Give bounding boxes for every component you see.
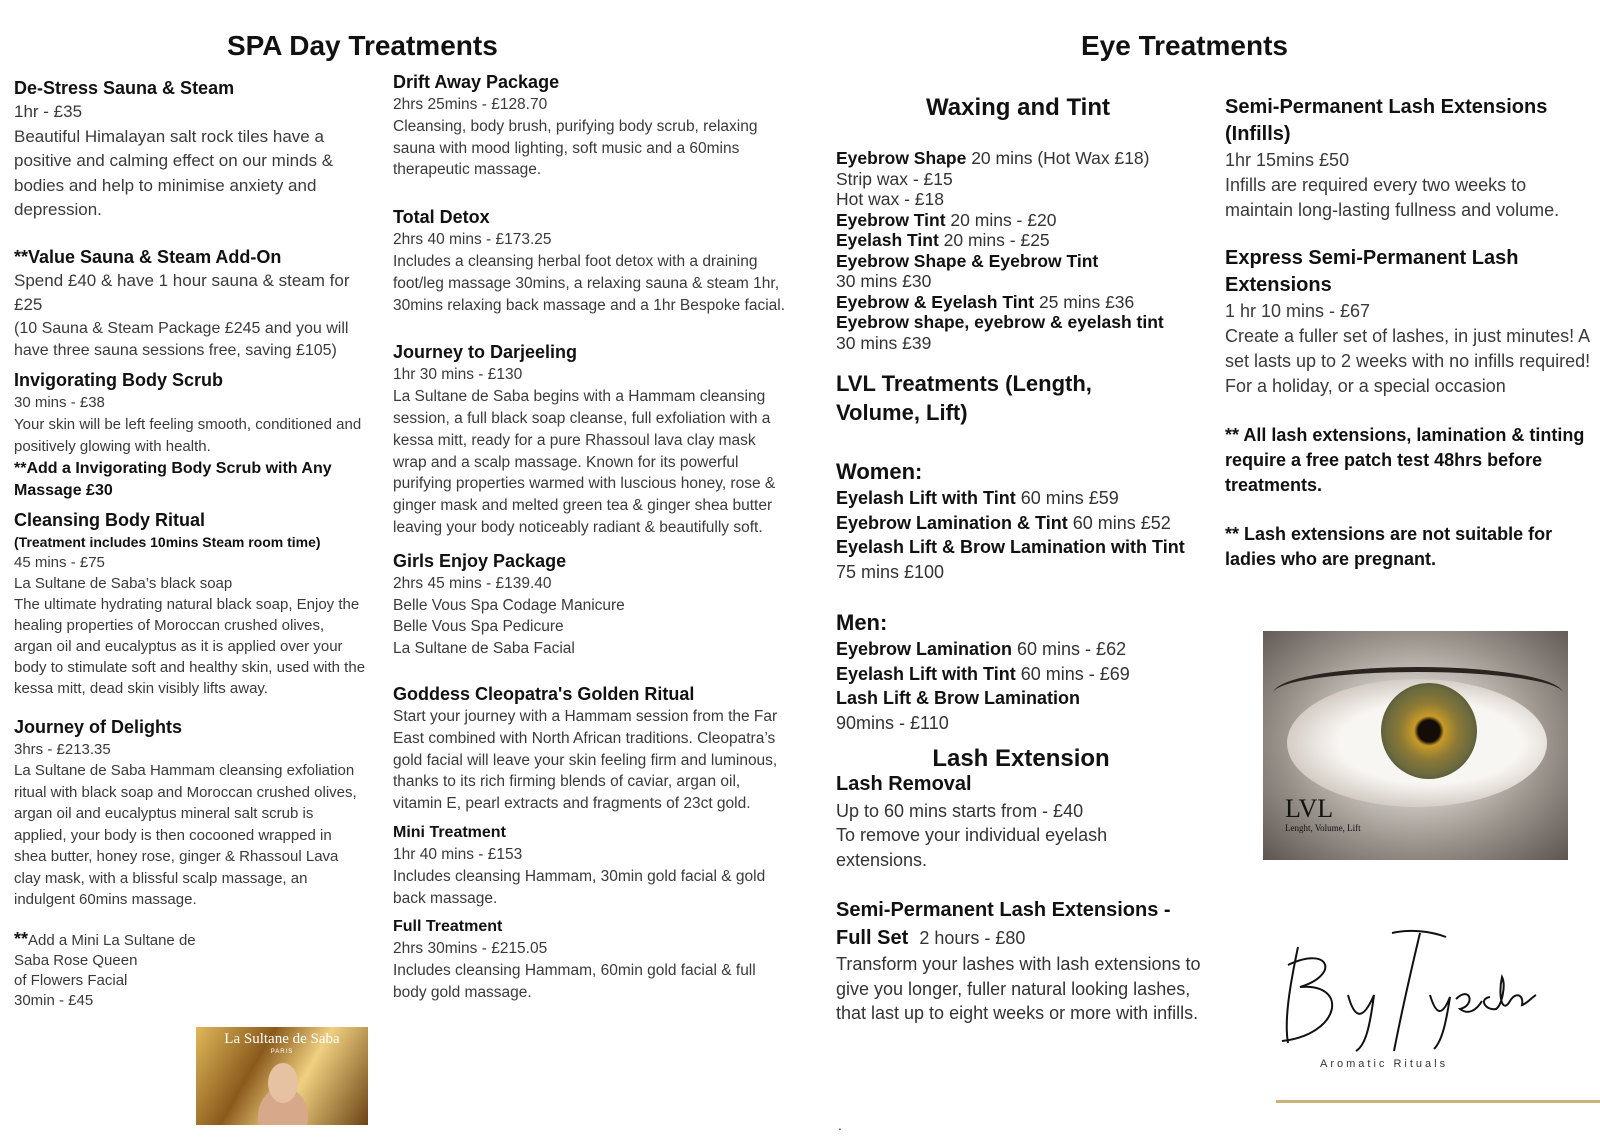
drift-desc: Cleansing, body brush, purifying body scrub, relaxing sauna with mood lighting, soft music and a 60mins therapeutic massage. bbox=[393, 117, 758, 179]
full-set-title: Semi-Permanent Lash Extensions - Full Set bbox=[836, 899, 1171, 949]
detox-title: Total Detox bbox=[393, 207, 490, 228]
waxing-item: Eyebrow Shape 20 mins (Hot Wax £18) bbox=[836, 148, 1150, 168]
iris-shape bbox=[1381, 683, 1477, 779]
lash-removal-price: Up to 60 mins starts from - £40 bbox=[836, 800, 1084, 821]
mini-addon-stars: ** bbox=[14, 928, 29, 949]
lash-removal-title: Lash Removal bbox=[836, 772, 972, 795]
waxing-item: Hot wax - £18 bbox=[836, 189, 944, 209]
men-item: Lash Lift & Brow Lamination bbox=[836, 688, 1081, 708]
model-face bbox=[268, 1063, 298, 1103]
waxing-item: Eyebrow Shape & Eyebrow Tint bbox=[836, 250, 1099, 271]
infills-price: 1hr 15mins £50 bbox=[1225, 150, 1350, 170]
brand-tagline: Aromatic Rituals bbox=[1320, 1058, 1449, 1070]
cleansing-section bbox=[14, 508, 366, 699]
mini-treatment-desc: Includes cleansing Hammam, 30min gold facial & gold back massage. bbox=[393, 867, 766, 907]
full-treatment-title: Full Treatment bbox=[393, 918, 503, 936]
mini-addon-section bbox=[14, 927, 204, 1011]
men-label: Men: bbox=[836, 610, 888, 635]
cleansing-note: (Treatment includes 10mins Steam room time) bbox=[14, 533, 321, 550]
darjeeling-section bbox=[393, 340, 788, 538]
body-scrub-price: 30 mins - £38 bbox=[14, 393, 105, 411]
mini-treatment-price: 1hr 40 mins - £153 bbox=[393, 845, 523, 863]
girls-title: Girls Enjoy Package bbox=[393, 550, 567, 571]
lvl-heading: LVL Treatments (Length, Volume, Lift) bbox=[836, 371, 1092, 425]
sultane-city: PARIS bbox=[270, 1049, 294, 1055]
express-desc: Create a fuller set of lashes, in just minutes! A set lasts up to 2 weeks with no infills required! For a holiday, or a special occasion bbox=[1225, 326, 1591, 396]
patch-test-note: ** All lash extensions, lamination & tinting require a free patch test 48hrs before treatments. bbox=[1225, 425, 1585, 495]
value-addon-note: (10 Sauna & Steam Package £245 and you will have three sauna sessions free, saving £105) bbox=[14, 319, 349, 359]
delights-title: Journey of Delights bbox=[14, 716, 183, 737]
detox-desc: Includes a cleansing herbal foot detox with a draining foot/leg massage 30mins, a relaxing sauna & steam 1hr, 30mins relaxing back massage and a 1hr Bespoke facial. bbox=[393, 252, 786, 314]
delights-section bbox=[14, 715, 366, 911]
infills-title: Semi-Permanent Lash Extensions (Infills) bbox=[1225, 96, 1548, 145]
lash-removal-section bbox=[836, 770, 1206, 873]
drift-price: 2hrs 25mins - £128.70 bbox=[393, 96, 548, 113]
spa-heading: SPA Day Treatments bbox=[227, 30, 498, 61]
women-list bbox=[836, 486, 1206, 584]
destress-price: 1hr - £35 bbox=[14, 102, 83, 121]
cleansing-desc: The ultimate hydrating natural black soap, Enjoy the healing properties of Moroccan crushed olives, argan oil and eucalyptus as it is applied over your body to stimulate soft and healthy skin, used with the kessa mitt, dead skin visibly lifts away. bbox=[14, 595, 366, 697]
spa-column-2 bbox=[393, 70, 788, 1004]
detox-section bbox=[393, 205, 788, 316]
waxing-item: Eyelash Tint 20 mins - £25 bbox=[836, 230, 1050, 250]
mini-treatment-section bbox=[393, 822, 788, 909]
full-treatment-desc: Includes cleansing Hammam, 60min gold facial & full body gold massage. bbox=[393, 962, 756, 1001]
men-item: Eyelash Lift with Tint 60 mins - £69 bbox=[836, 663, 1130, 684]
women-label: Women: bbox=[836, 459, 923, 484]
waxing-item: Eyebrow & Eyelash Tint 25 mins £36 bbox=[836, 291, 1135, 312]
girls-item: Belle Vous Spa Codage Manicure bbox=[393, 596, 625, 614]
mini-addon-price: 30min - £45 bbox=[14, 991, 94, 1009]
men-list bbox=[836, 637, 1206, 735]
spa-column-1 bbox=[14, 76, 366, 1011]
waxing-item: Strip wax - £15 bbox=[836, 168, 953, 189]
destress-desc: Beautiful Himalayan salt rock tiles have a positive and calming effect on our minds & bodies and help to minimise anxiety and depression. bbox=[14, 126, 334, 219]
pregnancy-note: ** Lash extensions are not suitable for ladies who are pregnant. bbox=[1225, 524, 1553, 569]
lash-removal-desc: To remove your individual eyelash extensions. bbox=[836, 825, 1108, 870]
infills-desc: Infills are required every two weeks to maintain long-lasting fullness and volume. bbox=[1225, 175, 1560, 220]
detox-price: 2hrs 40 mins - £173.25 bbox=[393, 231, 552, 249]
darjeeling-title: Journey to Darjeeling bbox=[393, 342, 578, 363]
waxing-item: 30 mins £39 bbox=[836, 332, 932, 353]
waxing-heading: Waxing and Tint bbox=[926, 94, 1110, 121]
girls-section bbox=[393, 549, 788, 660]
delights-desc: La Sultane de Saba Hammam cleansing exfoliation ritual with black soap and Moroccan crushed olives, argan oil and eucalyptus mineral salt scrub is applied, your body is then cocooned wrapped in shea butter, honey rose, ginger & Rhassoul Lava clay mask, with a blissful scalp massage, an indulgent 60mins massage. bbox=[14, 762, 357, 908]
drift-title: Drift Away Package bbox=[393, 72, 560, 92]
body-scrub-desc: Your skin will be left feeling smooth, conditioned and positively glowing with health. bbox=[14, 415, 362, 455]
express-section bbox=[1225, 245, 1595, 399]
lash-ext-heading: Lash Extension bbox=[932, 745, 1110, 772]
body-scrub-addon: **Add a Invigorating Body Scrub with Any Massage £30 bbox=[14, 459, 332, 499]
full-set-section bbox=[836, 896, 1206, 1026]
waxing-list bbox=[836, 148, 1206, 353]
mini-addon-line3: of Flowers Facial bbox=[14, 971, 128, 989]
value-addon-desc: Spend £40 & have 1 hour sauna & steam for £25 bbox=[14, 270, 350, 314]
delights-price: 3hrs - £213.35 bbox=[14, 740, 111, 758]
mini-treatment-title: Mini Treatment bbox=[393, 823, 506, 841]
value-addon-section bbox=[14, 245, 366, 362]
women-item: Eyebrow Lamination & Tint 60 mins £52 bbox=[836, 512, 1171, 533]
express-title: Express Semi-Permanent Lash Extensions bbox=[1225, 247, 1519, 296]
body-scrub-section bbox=[14, 368, 366, 502]
body-scrub-title: Invigorating Body Scrub bbox=[14, 369, 224, 390]
mini-addon-line2: Saba Rose Queen bbox=[14, 951, 138, 969]
destress-title: De-Stress Sauna & Steam bbox=[14, 78, 235, 98]
waxing-item: Eyebrow shape, eyebrow & eyelash tint bbox=[836, 312, 1164, 332]
infills-section bbox=[1225, 94, 1595, 223]
cleansing-price: 45 mins - £75 bbox=[14, 553, 105, 571]
cleopatra-desc: Start your journey with a Hammam session from the Far East combined with North African traditions. Cleopatra’s gold facial will leave your skin feeling firm and luminous, thanks to its rich firming blends of caviar, argan oil, vitamin E, pearl extracts and fragments of 23ct gold. bbox=[393, 707, 778, 813]
waxing-item: 30 mins £30 bbox=[836, 271, 932, 291]
lvl-caption: Lenght, Volume, Lift bbox=[1285, 823, 1361, 833]
eye-heading: Eye Treatments bbox=[1081, 30, 1288, 61]
eye-photo bbox=[1263, 631, 1568, 860]
destress-section bbox=[14, 76, 366, 223]
by-iyesha-signature bbox=[1270, 925, 1540, 1055]
cleansing-line: La Sultane de Saba’s black soap bbox=[14, 574, 233, 592]
men-item: Eyebrow Lamination 60 mins - £62 bbox=[836, 639, 1127, 659]
lvl-mark-text: LVL bbox=[1285, 794, 1334, 823]
trailing-dot: . bbox=[838, 1117, 842, 1133]
full-treatment-price: 2hrs 30mins - £215.05 bbox=[393, 940, 548, 958]
men-last-price: 90mins - £110 bbox=[836, 712, 949, 733]
waxing-item: Eyebrow Tint 20 mins - £20 bbox=[836, 209, 1057, 230]
women-item: Eyelash Lift with Tint 60 mins £59 bbox=[836, 488, 1119, 508]
girls-item: Belle Vous Spa Pedicure bbox=[393, 618, 564, 636]
mini-addon-text: Add a Mini La Sultane de bbox=[28, 931, 196, 949]
girls-item: La Sultane de Saba Facial bbox=[393, 640, 575, 658]
cleopatra-title: Goddess Cleopatra's Golden Ritual bbox=[393, 683, 695, 704]
darjeeling-price: 1hr 30 mins - £130 bbox=[393, 366, 523, 384]
sultane-product-image bbox=[196, 1027, 368, 1125]
eye-column-1 bbox=[836, 148, 1206, 1026]
full-set-price: 2 hours - £80 bbox=[919, 928, 1026, 948]
full-treatment-section bbox=[393, 916, 788, 1003]
cleopatra-section bbox=[393, 682, 788, 815]
express-price: 1 hr 10 mins - £67 bbox=[1225, 301, 1371, 321]
value-addon-title: **Value Sauna & Steam Add-On bbox=[14, 246, 282, 267]
cleansing-title: Cleansing Body Ritual bbox=[14, 509, 206, 530]
eye-column-2 bbox=[1225, 94, 1595, 572]
girls-price: 2hrs 45 mins - £139.40 bbox=[393, 574, 552, 592]
darjeeling-desc: La Sultane de Saba begins with a Hammam cleansing session, a full black soap cleanse, full exfoliation with a kessa mitt, ready for a pure Rhassoul lava clay mask wrap and a scalp massage. Known for its powerful purifying properties warmed with luscious honey, rose & ginger mask and melted green tea & ginger shea butter leaving your body noticeably radiant & beautifully soft. bbox=[393, 388, 776, 536]
drift-section bbox=[393, 70, 788, 181]
lvl-logo bbox=[1285, 795, 1361, 833]
sultane-logo: La Sultane de Saba bbox=[224, 1031, 340, 1047]
women-item: Eyelash Lift & Brow Lamination with Tint 75 mins £100 bbox=[836, 537, 1185, 582]
gold-divider bbox=[1276, 1100, 1600, 1103]
full-set-desc: Transform your lashes with lash extensions to give you longer, fuller natural looking lashes, that last up to eight weeks or more with infills. bbox=[836, 954, 1201, 1023]
